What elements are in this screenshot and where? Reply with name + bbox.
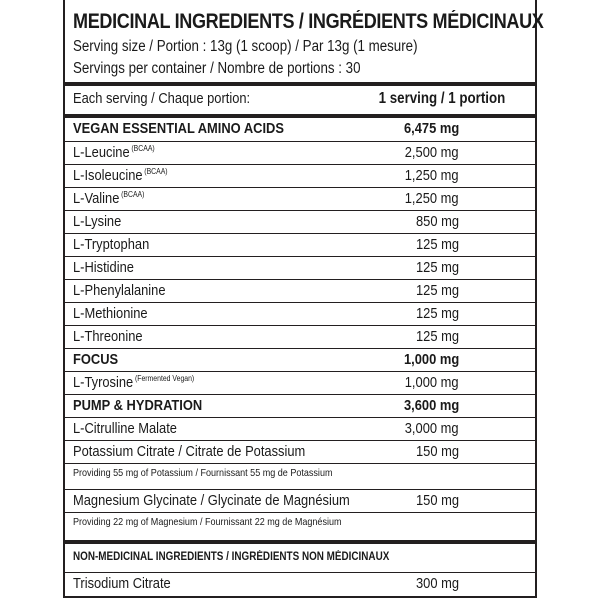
ingredient-row (65, 164, 535, 187)
ingredient-amount: 125 mg (415, 259, 459, 276)
ingredient-amount: 150 mg (415, 443, 459, 460)
section-amount: 6,475 mg (403, 120, 459, 137)
ingredient-row (65, 371, 535, 394)
ingredient-name-text: L-Isoleucine (73, 167, 143, 184)
ingredient-row (65, 141, 535, 164)
serving-size-text: Serving size / Portion : 13g (1 scoop) / Par 13g (1 mesure) (73, 38, 418, 55)
ingredient-name-text: PUMP & HYDRATION (73, 397, 203, 414)
ingredient-row (65, 279, 535, 302)
ingredient-amount: 1,000 mg (405, 374, 459, 391)
ingredient-name (73, 305, 148, 322)
ingredient-name-text: Potassium Citrate / Citrate de Potassium (73, 443, 306, 460)
ingredient-amount: 1,250 mg (405, 190, 459, 207)
ingredient-amount: 850 mg (415, 213, 459, 230)
ingredient-name-text: L-Lysine (73, 213, 122, 230)
ingredient-name (73, 167, 168, 184)
non-medicinal-title: NON-MEDICINAL INGREDIENTS / INGRÉDIENTS NON MÉDICINAUX (73, 551, 390, 563)
ingredient-note: Providing 55 mg of Potassium / Fournissant 55 mg de Potassium (73, 467, 333, 479)
ingredient-name (73, 236, 149, 253)
section-name (73, 397, 202, 414)
non-medicinal-amount: 300 mg (415, 575, 459, 592)
ingredient-name-text: L-Methionine (73, 305, 148, 322)
ingredient-row (65, 302, 535, 325)
ingredient-row (65, 440, 535, 463)
ingredient-name-text: L-Valine (73, 190, 120, 207)
ingredient-tag: (BCAA) (144, 167, 168, 176)
section-row (65, 348, 535, 371)
ingredient-name-text: L-Tyrosine (73, 374, 134, 391)
header-divider (65, 82, 535, 86)
ingredient-name (73, 492, 350, 509)
section-name (73, 351, 118, 368)
ingredient-amount: 125 mg (415, 282, 459, 299)
ingredient-row (65, 325, 535, 348)
non-medicinal-divider (65, 540, 535, 544)
ingredient-row (65, 233, 535, 256)
ingredient-amount: 125 mg (415, 236, 459, 253)
ingredient-row (65, 210, 535, 233)
ingredient-name-text: FOCUS (73, 351, 119, 368)
non-medicinal-row (65, 572, 535, 595)
ingredient-name (73, 282, 166, 299)
ingredient-name-text: L-Threonine (73, 328, 143, 345)
ingredient-name (73, 374, 194, 391)
section-row (65, 118, 535, 140)
ingredient-amount: 150 mg (415, 492, 459, 509)
ingredient-name-text: L-Phenylalanine (73, 282, 166, 299)
non-medicinal-name: Trisodium Citrate (73, 575, 171, 592)
ingredient-row (65, 256, 535, 279)
ingredient-amount: 2,500 mg (405, 144, 459, 161)
ingredient-name-text: Magnesium Glycinate / Glycinate de Magnésium (73, 492, 350, 509)
each-serving-label: Each serving / Chaque portion: (73, 90, 251, 107)
ingredient-amount: 125 mg (415, 328, 459, 345)
ingredient-row (65, 187, 535, 210)
ingredient-name (73, 443, 305, 460)
ingredient-tag: (Fermented Vegan) (134, 374, 195, 383)
ingredient-row (65, 417, 535, 440)
ingredient-amount: 1,250 mg (405, 167, 459, 184)
ingredient-note: Providing 22 mg of Magnesium / Fournissant 22 mg de Magnésium (73, 516, 342, 528)
section-amount: 3,600 mg (403, 397, 459, 414)
ingredient-name-text: L-Histidine (73, 259, 134, 276)
section-amount: 1,000 mg (403, 351, 459, 368)
serving-value: 1 serving / 1 portion (378, 90, 505, 107)
ingredient-tag: (BCAA) (131, 144, 155, 153)
ingredient-amount: 3,000 mg (405, 420, 459, 437)
section-row (65, 394, 535, 417)
section-name (73, 120, 284, 137)
ingredient-name (73, 213, 121, 230)
ingredient-name-text: VEGAN ESSENTIAL AMINO ACIDS (73, 120, 284, 137)
panel-title: MEDICINAL INGREDIENTS / INGRÉDIENTS MÉDICINAUX (73, 10, 544, 33)
ingredient-tag: (BCAA) (121, 190, 145, 199)
ingredient-row (65, 489, 535, 512)
ingredient-amount: 125 mg (415, 305, 459, 322)
ingredient-name-text: L-Leucine (73, 144, 130, 161)
servings-per-container-text: Servings per container / Nombre de portions : 30 (73, 60, 361, 77)
ingredient-name (73, 420, 177, 437)
ingredient-name (73, 144, 155, 161)
ingredient-name (73, 328, 143, 345)
ingredient-name-text: L-Citrulline Malate (73, 420, 177, 437)
ingredient-note-row (65, 463, 535, 484)
ingredient-name-text: L-Tryptophan (73, 236, 150, 253)
ingredient-name (73, 190, 144, 207)
ingredient-note-row (65, 512, 535, 533)
ingredient-name (73, 259, 134, 276)
ingredients-panel (63, 0, 544, 598)
